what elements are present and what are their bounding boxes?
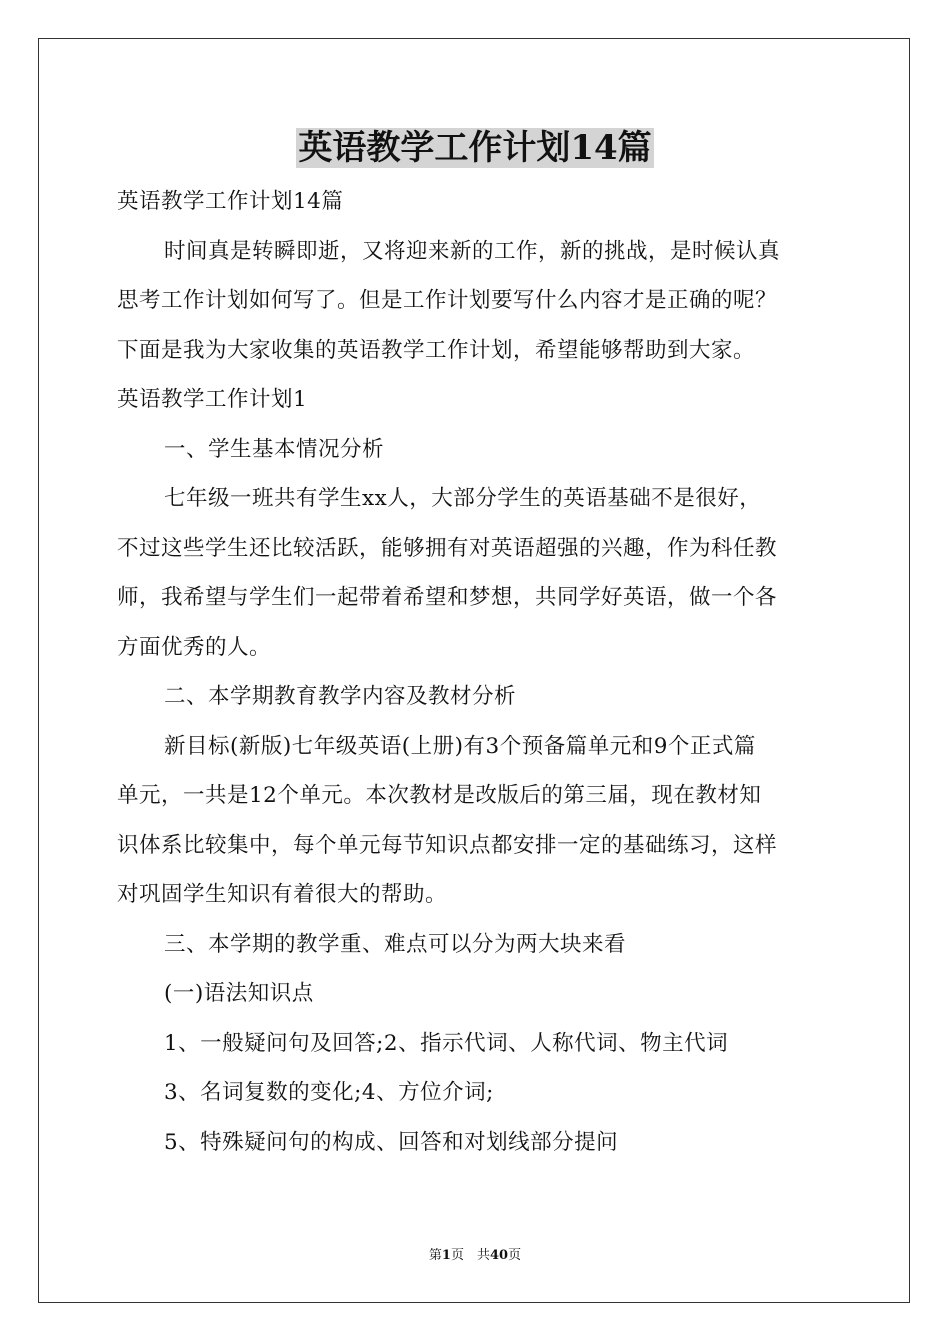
body-line: 方面优秀的人。 [117,634,272,660]
body-line: 新目标(新版)七年级英语(上册)有3个预备篇单元和9个正式篇 [164,733,756,759]
body-line: 师，我希望与学生们一起带着希望和梦想，共同学好英语，做一个各 [117,585,778,610]
body-line: 英语教学工作计划14篇 [117,189,344,214]
page-total: 40 [489,1248,509,1263]
list-item: 1、一般疑问句及回答;2、指示代词、人称代词、物主代词 [164,1030,729,1056]
body-line: 时间真是转瞬即逝，又将迎来新的工作，新的挑战，是时候认真 [164,238,781,264]
page-mid: 页 共 [450,1248,490,1263]
document-body [117,177,833,1167]
page-current: 1 [441,1248,451,1263]
body-line: 下面是我为大家收集的英语教学工作计划，希望能够帮助到大家。 [117,337,756,363]
page-prefix: 第 [428,1248,442,1263]
subsection-heading: 三、本学期的教学重、难点可以分为两大块来看 [164,931,627,957]
body-line: 对巩固学生知识有着很大的帮助。 [117,882,448,907]
page-footer [0,1247,950,1265]
list-heading: (一)语法知识点 [164,981,314,1006]
list-item: 3、名词复数的变化;4、方位介词; [164,1080,494,1105]
subsection-heading: 二、本学期教育教学内容及教材分析 [164,684,517,709]
page-suffix: 页 [508,1248,522,1263]
document-title [0,124,950,172]
section-heading: 英语教学工作计划1 [117,387,308,412]
body-line: 思考工作计划如何写了。但是工作计划要写什么内容才是正确的呢？ [117,288,778,313]
body-line: 识体系比较集中，每个单元每节知识点都安排一定的基础练习，这样 [117,832,778,858]
list-item: 5、特殊疑问句的构成、回答和对划线部分提问 [164,1129,619,1155]
body-line: 单元，一共是12个单元。本次教材是改版后的第三届，现在教材知 [117,783,762,808]
body-line: 不过这些学生还比较活跃，能够拥有对英语超强的兴趣，作为科任教 [117,535,778,561]
document-title-text: 英语教学工作计划14篇 [298,128,652,168]
subsection-heading: 一、学生基本情况分析 [164,436,385,462]
body-line: 七年级一班共有学生xx人，大部分学生的英语基础不是很好， [164,486,762,511]
